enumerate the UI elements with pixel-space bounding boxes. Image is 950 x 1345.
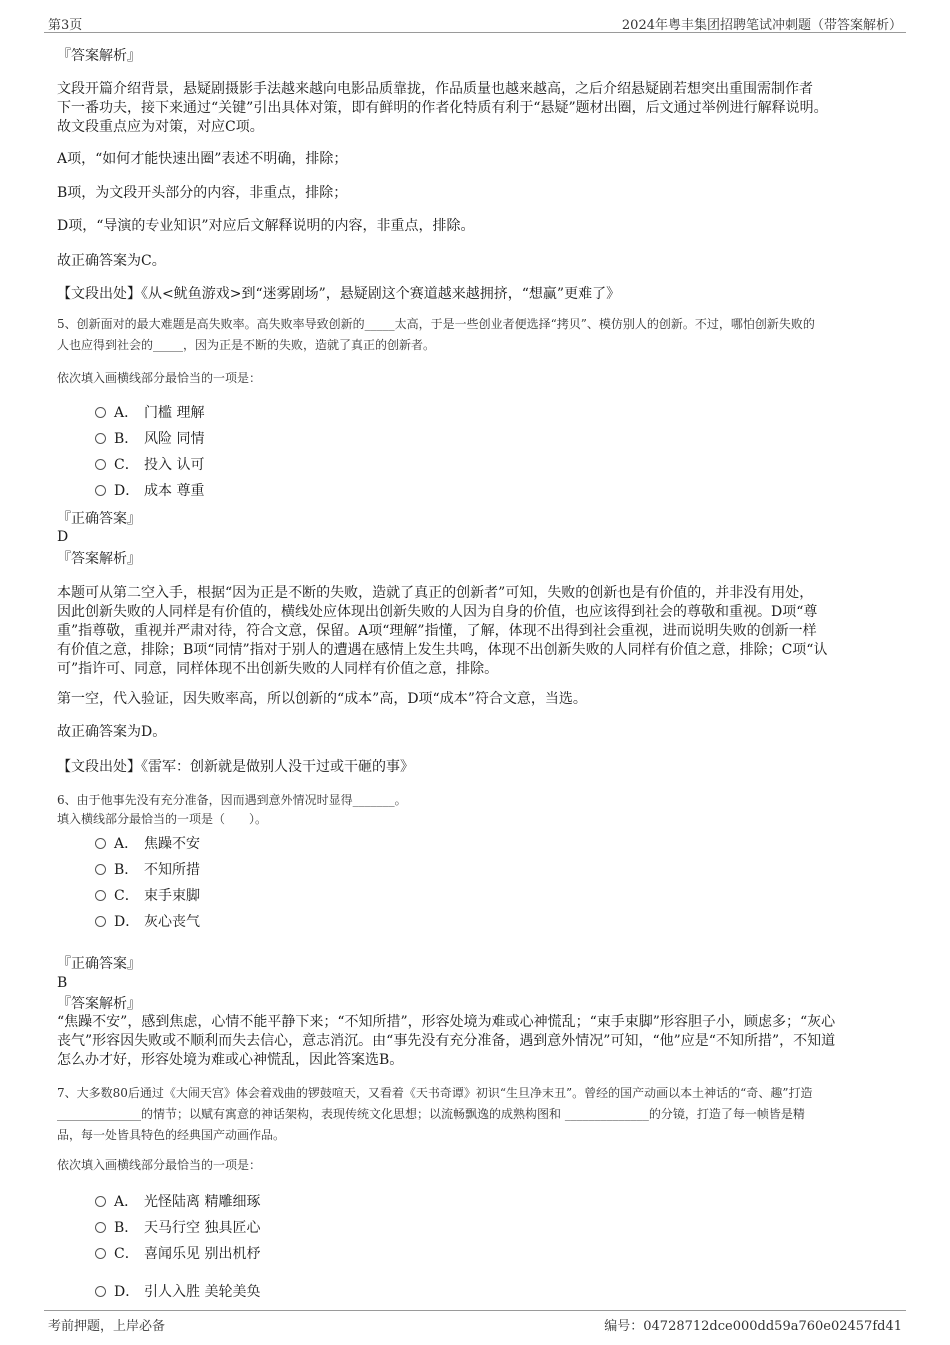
radio-icon[interactable] — [95, 407, 106, 418]
q5-correct-label: 『正确答案』 — [57, 511, 141, 527]
q7-option-a[interactable] — [95, 1193, 260, 1211]
text-line: 故文段重点应为对策，对应C项。 — [57, 119, 264, 135]
option-text: 灰心丧气 — [144, 914, 200, 930]
radio-icon[interactable] — [95, 838, 106, 849]
text-line: “焦躁不安”，感到焦虑，心情不能平静下来；“不知所措”，形容处境为难或心神慌乱；“束手束脚”形容胆子小，顾虑多；“灰心 — [57, 1014, 836, 1030]
option-key: B． — [114, 862, 139, 878]
text-line: 品，每一处皆具特色的经典国产动画作品。 — [57, 1128, 286, 1142]
option-text: 焦躁不安 — [144, 836, 200, 852]
q5-option-a[interactable] — [95, 404, 204, 422]
radio-icon[interactable] — [95, 1248, 106, 1259]
q7-stem — [57, 1083, 812, 1146]
text-line: 丧气”形容因失败或不顺利而失去信心，意志消沉。由“事先没有充分准备，遇到意外情况”可知，“他”应是“不知所措”，不知道 — [57, 1033, 836, 1049]
option-text: 不知所措 — [144, 862, 200, 878]
page-header — [44, 12, 906, 33]
q6-option-d[interactable] — [95, 913, 200, 931]
q7-prompt: 依次填入画横线部分最恰当的一项是： — [57, 1158, 262, 1172]
page-number: 第3页 — [48, 18, 83, 33]
text-line: 下一番功夫，接下来通过“关键”引出具体对策，即有鲜明的作者化特质有利于“悬疑”题材出圈，后文通过举例进行解释说明。 — [57, 100, 828, 116]
q6-option-a[interactable] — [95, 835, 200, 853]
option-key: A． — [114, 836, 139, 852]
q5-option-c[interactable] — [95, 456, 204, 474]
text-line: 7、大多数80后通过《大闹天宫》体会着戏曲的锣鼓喧天，又看着《天书奇谭》初识“生旦净末丑”。曾经的国产动画以本土神话的“奇、趣”打造 — [57, 1086, 813, 1100]
q6-analysis-paragraph — [57, 1013, 835, 1070]
q7-option-b[interactable] — [95, 1219, 260, 1237]
q5-prompt: 依次填入画横线部分最恰当的一项是： — [57, 371, 262, 385]
q5-option-d[interactable] — [95, 482, 204, 500]
option-key: D． — [114, 914, 140, 930]
radio-icon[interactable] — [95, 1222, 106, 1233]
q5-analysis-paragraph — [57, 584, 827, 679]
text-line: 有价值之意，排除；B项“同情”指对于别人的遭遇在感情上发生共鸣，体现不出创新失败的人同样有价值之意，排除；C项“认 — [57, 642, 828, 658]
q5-source: 【文段出处】《雷军：创新就是做别人没干过或干砸的事》 — [57, 759, 414, 775]
option-key: D． — [114, 483, 140, 499]
footer-slogan: 考前押题，上岸必备 — [48, 1319, 166, 1334]
option-key: C． — [114, 888, 139, 904]
option-text: 引人入胜 美轮美奂 — [144, 1284, 261, 1300]
document-title: 2024年粤丰集团招聘笔试冲刺题（带答案解析） — [621, 18, 902, 33]
text-line: 可”指许可、同意，同样体现不出创新失败的人同样有价值之意，排除。 — [57, 661, 499, 677]
text-line: 重”指尊敬，重视并严肃对待，符合文意，保留。A项“理解”指懂，了解，体现不出得到社会重视，进而说明失败的创新一样 — [57, 623, 817, 639]
option-text: 成本 尊重 — [144, 483, 205, 499]
text-line: 文段开篇介绍背景，悬疑剧摄影手法越来越向电影品质靠拢，作品质量也越来越高，之后介绍悬疑剧若想突出重围需制作者 — [57, 81, 813, 97]
radio-icon[interactable] — [95, 459, 106, 470]
option-key: D． — [114, 1284, 140, 1300]
radio-icon[interactable] — [95, 1196, 106, 1207]
option-text: 束手束脚 — [144, 888, 200, 904]
option-key: A． — [114, 1194, 139, 1210]
option-text: 投入 认可 — [144, 457, 205, 473]
option-text: 风险 同情 — [144, 431, 205, 447]
block1-option-a-explanation: A项，“如何才能快速出圈”表述不明确，排除； — [57, 151, 348, 167]
page-footer — [44, 1310, 906, 1333]
q5-analysis-label: 『答案解析』 — [57, 551, 141, 567]
q5-option-b[interactable] — [95, 430, 204, 448]
block1-analysis-paragraph — [57, 80, 828, 137]
text-line: 因此创新失败的人同样是有价值的，横线处应体现出创新失败的人因为自身的价值，也应该得到社会的尊敬和重视。D项“尊 — [57, 604, 818, 620]
radio-icon[interactable] — [95, 890, 106, 901]
q7-option-c[interactable] — [95, 1245, 260, 1263]
option-key: B． — [114, 431, 139, 447]
radio-icon[interactable] — [95, 485, 106, 496]
option-text: 天马行空 独具匠心 — [144, 1220, 261, 1236]
q6-stem: 6、由于他事先没有充分准备，因而遇到意外情况时显得_______。 — [57, 793, 407, 807]
option-text: 光怪陆离 精雕细琢 — [144, 1194, 261, 1210]
q5-correct-answer: D — [57, 529, 69, 545]
q7-option-d[interactable] — [95, 1283, 260, 1301]
radio-icon[interactable] — [95, 864, 106, 875]
block1-analysis-label: 『答案解析』 — [57, 48, 141, 64]
block1-option-b-explanation: B项，为文段开头部分的内容，非重点，排除； — [57, 185, 348, 201]
text-line: 怎么办才好，形容处境为难或心神慌乱，因此答案选B。 — [57, 1052, 404, 1068]
option-key: B． — [114, 1220, 139, 1236]
text-line: ______________的情节；以赋有寓意的神话架构，表现传统文化思想；以流畅飘逸的成熟构图和 ______________的分镜，打造了每一帧皆是精 — [57, 1107, 805, 1121]
q5-stem — [57, 314, 815, 356]
q5-first-blank-explanation: 第一空，代入验证，因失败率高，所以创新的“成本”高，D项“成本”符合文意，当选。 — [57, 691, 587, 707]
q5-answer: 故正确答案为D。 — [57, 724, 167, 740]
radio-icon[interactable] — [95, 916, 106, 927]
radio-icon[interactable] — [95, 433, 106, 444]
q6-correct-label: 『正确答案』 — [57, 956, 141, 972]
q6-correct-answer: B — [57, 975, 68, 991]
option-text: 门槛 理解 — [144, 405, 205, 421]
q6-prompt: 填入横线部分最恰当的一项是（ ）。 — [57, 812, 268, 826]
block1-source: 【文段出处】《从<鱿鱼游戏>到“迷雾剧场”，悬疑剧这个赛道越来越拥挤，“想赢”更难了》 — [57, 286, 621, 302]
block1-option-d-explanation: D项，“导演的专业知识”对应后文解释说明的内容，非重点，排除。 — [57, 218, 475, 234]
text-line: 本题可从第二空入手，根据“因为正是不断的失败，造就了真正的创新者”可知，失败的创新也是有价值的，并非没有用处， — [57, 585, 814, 601]
text-line: 人也应得到社会的_____，因为正是不断的失败，造就了真正的创新者。 — [57, 338, 436, 352]
q6-analysis-label: 『答案解析』 — [57, 996, 141, 1012]
option-key: A． — [114, 405, 139, 421]
q6-option-c[interactable] — [95, 887, 200, 905]
document-id: 编号：04728712dce000dd59a760e02457fd41 — [604, 1319, 902, 1334]
option-key: C． — [114, 1246, 139, 1262]
option-text: 喜闻乐见 别出机杼 — [144, 1246, 261, 1262]
option-key: C． — [114, 457, 139, 473]
text-line: 5、创新面对的最大难题是高失败率。高失败率导致创新的_____太高，于是一些创业者便选择“拷贝”、模仿别人的创新。不过，哪怕创新失败的 — [57, 317, 815, 331]
q6-option-b[interactable] — [95, 861, 200, 879]
block1-answer: 故正确答案为C。 — [57, 253, 166, 269]
radio-icon[interactable] — [95, 1286, 106, 1297]
